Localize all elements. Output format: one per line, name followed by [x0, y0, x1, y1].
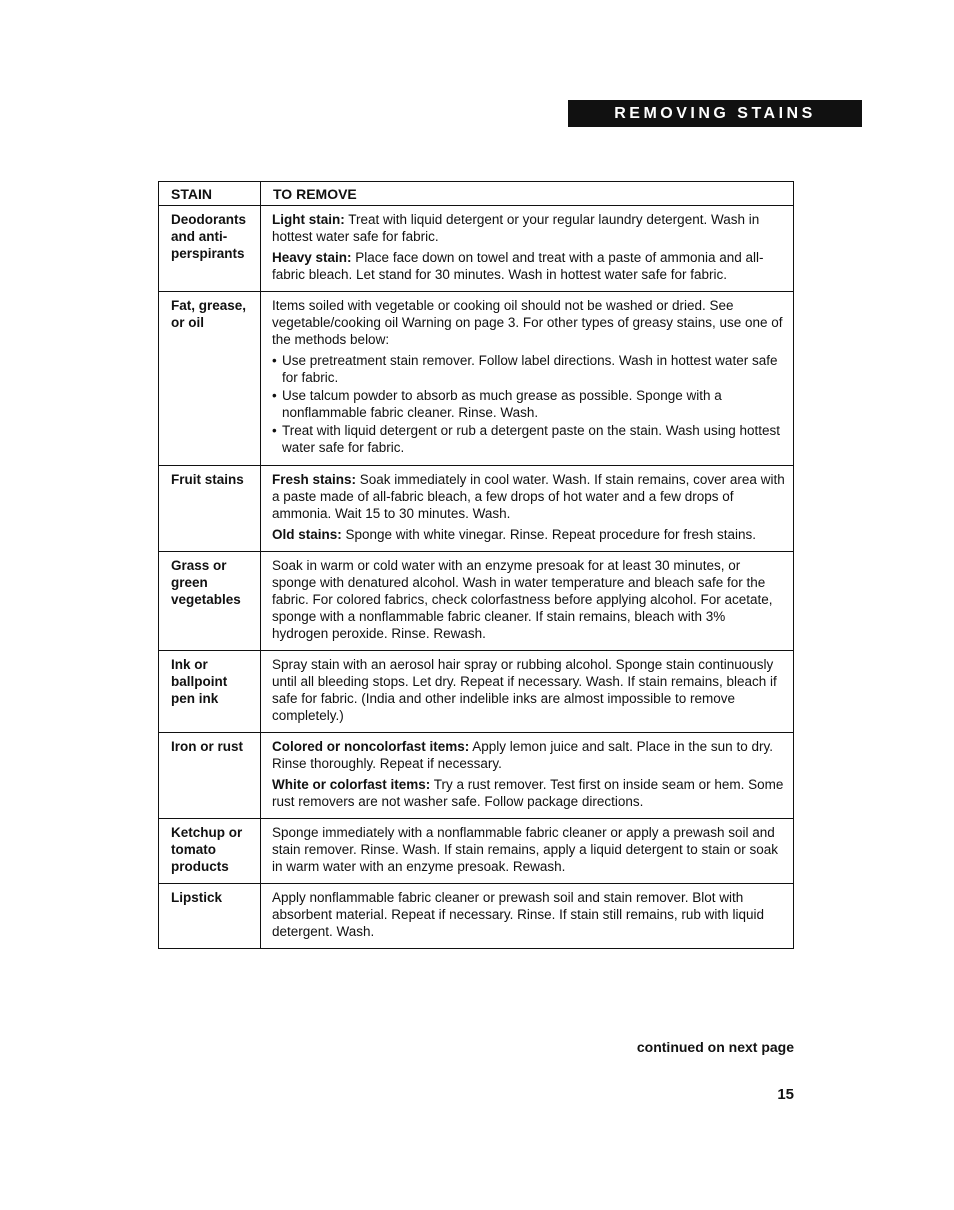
instruction-paragraph [272, 211, 785, 245]
instruction-paragraph [272, 776, 785, 810]
instruction-lead: Fresh stains: [272, 472, 357, 487]
stain-name: Ink or ballpoint pen ink [159, 651, 261, 733]
stain-name: Deodorants and anti-perspirants [159, 206, 261, 292]
stain-name: Grass or green vegetables [159, 552, 261, 651]
instruction-lead: Old stains: [272, 527, 342, 542]
instruction-text: Apply nonflammable fabric cleaner or prewash soil and stain remover. Blot with absorbent material. Repeat if necessary. Rinse. If stain still remains, rub with liquid detergent. Wash. [272, 890, 764, 939]
column-header-stain: STAIN [159, 182, 261, 206]
method-item: • Use talcum powder to absorb as much grease as possible. Sponge with a nonflammable fabric cleaner. Rinse. Wash. [272, 387, 785, 421]
method-list [272, 352, 785, 456]
instruction-paragraph [272, 249, 785, 283]
removal-instructions [261, 292, 794, 466]
instruction-lead: Colored or noncolorfast items: [272, 739, 470, 754]
instruction-paragraph [272, 824, 785, 875]
removal-instructions [261, 884, 794, 949]
instruction-paragraph [272, 557, 785, 642]
instruction-paragraph [272, 738, 785, 772]
table-row [159, 466, 794, 552]
table-row [159, 733, 794, 819]
instruction-paragraph [272, 297, 785, 348]
removal-instructions [261, 819, 794, 884]
stain-name: Ketchup or tomato products [159, 819, 261, 884]
table-row [159, 651, 794, 733]
stain-name: Fruit stains [159, 466, 261, 552]
table-row [159, 206, 794, 292]
instruction-text: Items soiled with vegetable or cooking oil should not be washed or dried. See vegetable/cooking oil Warning on page 3. For other types of greasy stains, use one of the methods below: [272, 298, 783, 347]
method-item: • Use pretreatment stain remover. Follow label directions. Wash in hottest water safe for fabric. [272, 352, 785, 386]
table-header-row [159, 182, 794, 206]
table-row [159, 292, 794, 466]
section-banner: REMOVING STAINS [568, 100, 862, 127]
instruction-paragraph [272, 656, 785, 724]
removal-instructions [261, 651, 794, 733]
stain-name: Lipstick [159, 884, 261, 949]
continued-note: continued on next page [636, 1039, 794, 1055]
stain-name: Fat, grease, or oil [159, 292, 261, 466]
instruction-text: Treat with liquid detergent or your regular laundry detergent. Wash in hottest water safe for fabric. [272, 212, 760, 244]
stain-name: Iron or rust [159, 733, 261, 819]
method-item: • Treat with liquid detergent or rub a detergent paste on the stain. Wash using hottest water safe for fabric. [272, 422, 785, 456]
instruction-text: Soak in warm or cold water with an enzyme presoak for at least 30 minutes, or sponge with denatured alcohol. Wash in water temperature and bleach safe for the fabric. For colored fabrics, check colorfastness before applying alcohol. For acetate, sponge with a nonflammable fabric cleaner. If stain remains, bleach with 3% hydrogen peroxide. Rinse. Rewash. [272, 558, 773, 641]
page-number: 15 [777, 1086, 794, 1103]
instruction-lead: Light stain: [272, 212, 345, 227]
instruction-lead: White or colorfast items: [272, 777, 431, 792]
stain-removal-table [158, 181, 794, 949]
table-row [159, 819, 794, 884]
table-row [159, 884, 794, 949]
instruction-text: Soak immediately in cool water. Wash. If stain remains, cover area with a paste made of all-fabric bleach, a few drops of hot water and a few drops of ammonia. Wait 15 to 30 minutes. Wash. [272, 472, 785, 521]
instruction-text: Apply lemon juice and salt. Place in the sun to dry. Rinse thoroughly. Repeat if necessary. [272, 739, 773, 771]
instruction-text: Spray stain with an aerosol hair spray or rubbing alcohol. Sponge stain continuously until all bleeding stops. Let dry. Repeat if necessary. Wash. If stain remains, bleach if safe for fabric. (India and other indelible inks are almost impossible to remove completely.) [272, 657, 777, 723]
instruction-paragraph [272, 526, 785, 543]
instruction-paragraph [272, 471, 785, 522]
instruction-paragraph [272, 889, 785, 940]
removal-instructions [261, 466, 794, 552]
table-row [159, 552, 794, 651]
instruction-lead: Heavy stain: [272, 250, 352, 265]
removal-instructions [261, 552, 794, 651]
instruction-text: Try a rust remover. Test first on inside seam or hem. Some rust removers are not washer safe. Follow package directions. [272, 777, 784, 809]
column-header-to-remove: TO REMOVE [261, 182, 794, 206]
instruction-text: Sponge with white vinegar. Rinse. Repeat procedure for fresh stains. [341, 527, 756, 542]
removal-instructions [261, 733, 794, 819]
table-body [159, 206, 794, 949]
instruction-text: Place face down on towel and treat with a paste of ammonia and all-fabric bleach. Let stand for 30 minutes. Wash in hottest water safe for fabric. [272, 250, 764, 282]
removal-instructions [261, 206, 794, 292]
instruction-text: Sponge immediately with a nonflammable fabric cleaner or apply a prewash soil and stain remover. Rinse. Wash. If stain remains, apply a liquid detergent to stain or soak in warm water with an enzyme presoak. Rewash. [272, 825, 778, 874]
